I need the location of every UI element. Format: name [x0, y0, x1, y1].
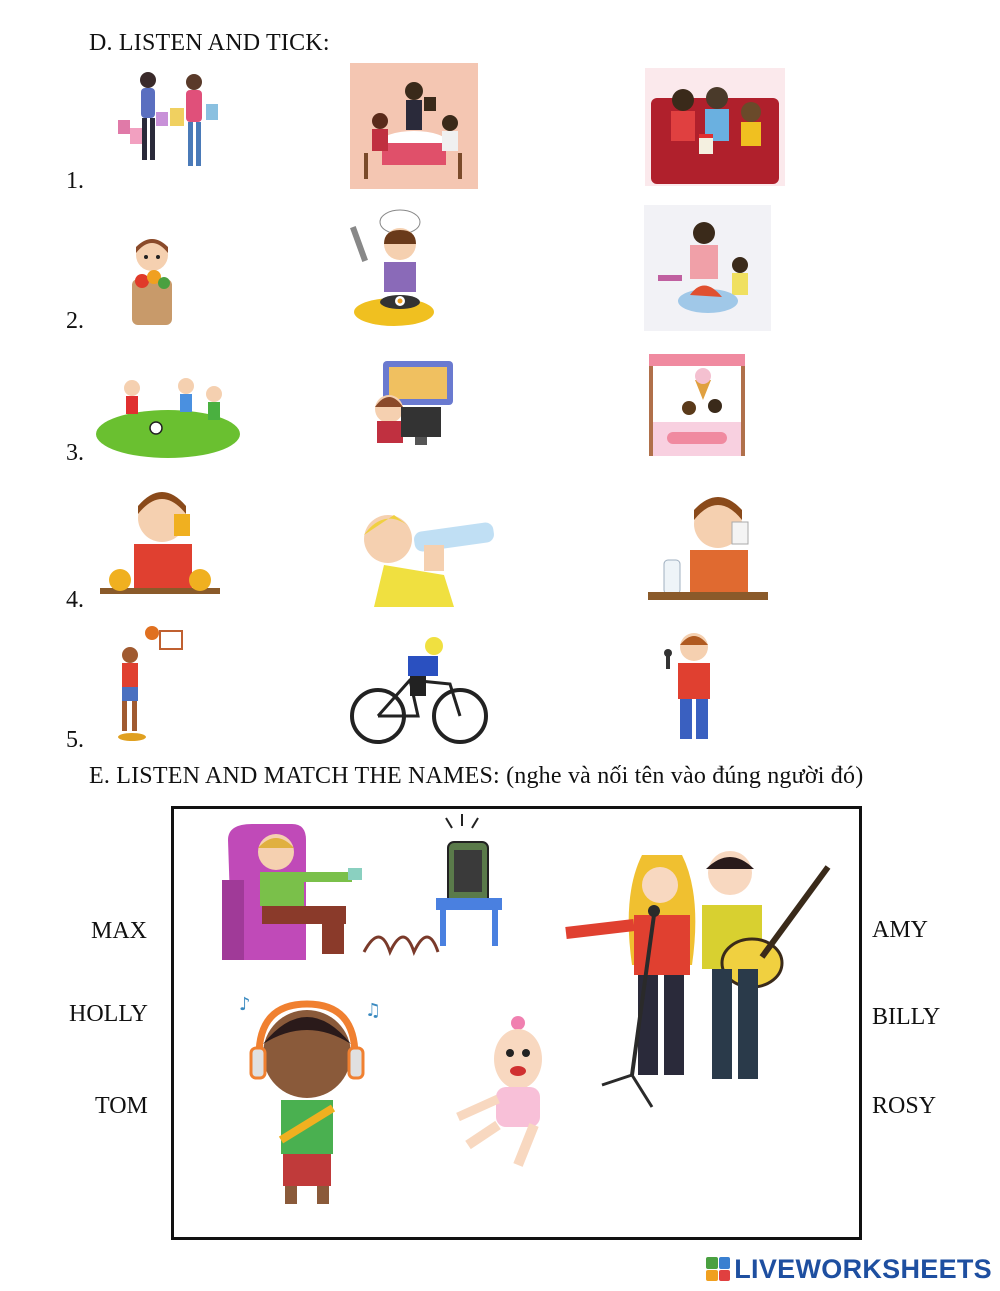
picture-boy-basketball[interactable]: [94, 625, 186, 743]
name-left-max[interactable]: MAX: [91, 918, 148, 944]
picture-boy-watching-tv[interactable]: [222, 820, 364, 965]
picture-boy-milk[interactable]: [648, 488, 768, 608]
picture-washing-clothes[interactable]: [644, 205, 771, 331]
liveworksheets-logo-icon: [706, 1257, 730, 1281]
section-d-title: D. LISTEN AND TICK:: [89, 30, 330, 56]
picture-computer-games[interactable]: [365, 357, 455, 449]
row-number-5: 5.: [66, 727, 84, 753]
liveworksheets-brand: [706, 1254, 992, 1284]
name-right-billy[interactable]: BILLY: [872, 1004, 941, 1030]
picture-boy-orange-juice[interactable]: [96, 484, 224, 608]
row-number-2: 2.: [66, 308, 84, 334]
picture-girl-cooking[interactable]: [350, 208, 438, 328]
picture-shopping-women[interactable]: [108, 68, 230, 180]
picture-boy-water-bottle[interactable]: [354, 505, 496, 607]
row-number-4: 4.: [66, 587, 84, 613]
name-left-holly[interactable]: HOLLY: [69, 1001, 148, 1027]
name-right-amy[interactable]: AMY: [872, 917, 929, 943]
svg-text:♪: ♪: [239, 994, 251, 1015]
row-number-3: 3.: [66, 440, 84, 466]
picture-girl-groceries[interactable]: [120, 233, 185, 331]
picture-restaurant-family[interactable]: [350, 63, 478, 189]
svg-text:♫: ♫: [365, 1000, 382, 1021]
picture-girl-singing-boy-guitar[interactable]: [562, 845, 837, 1115]
brand-name: LIVEWORKSHEETS: [734, 1253, 992, 1284]
picture-man-cycling[interactable]: [350, 632, 488, 748]
section-e-title: E. LISTEN AND MATCH THE NAMES: (nghe và nối tên vào đúng người đó): [89, 763, 864, 789]
picture-boy-singing[interactable]: [640, 625, 732, 749]
picture-television[interactable]: [360, 812, 510, 967]
picture-baby-walking[interactable]: [438, 1015, 550, 1170]
row-number-1: 1.: [66, 168, 84, 194]
name-right-rosy[interactable]: ROSY: [872, 1093, 937, 1119]
name-left-tom[interactable]: TOM: [95, 1093, 148, 1119]
picture-boys-football[interactable]: [96, 372, 241, 460]
picture-boy-headphones[interactable]: [225, 990, 390, 1210]
picture-ice-cream-stand[interactable]: [645, 350, 749, 460]
picture-cinema-family[interactable]: [645, 68, 785, 186]
